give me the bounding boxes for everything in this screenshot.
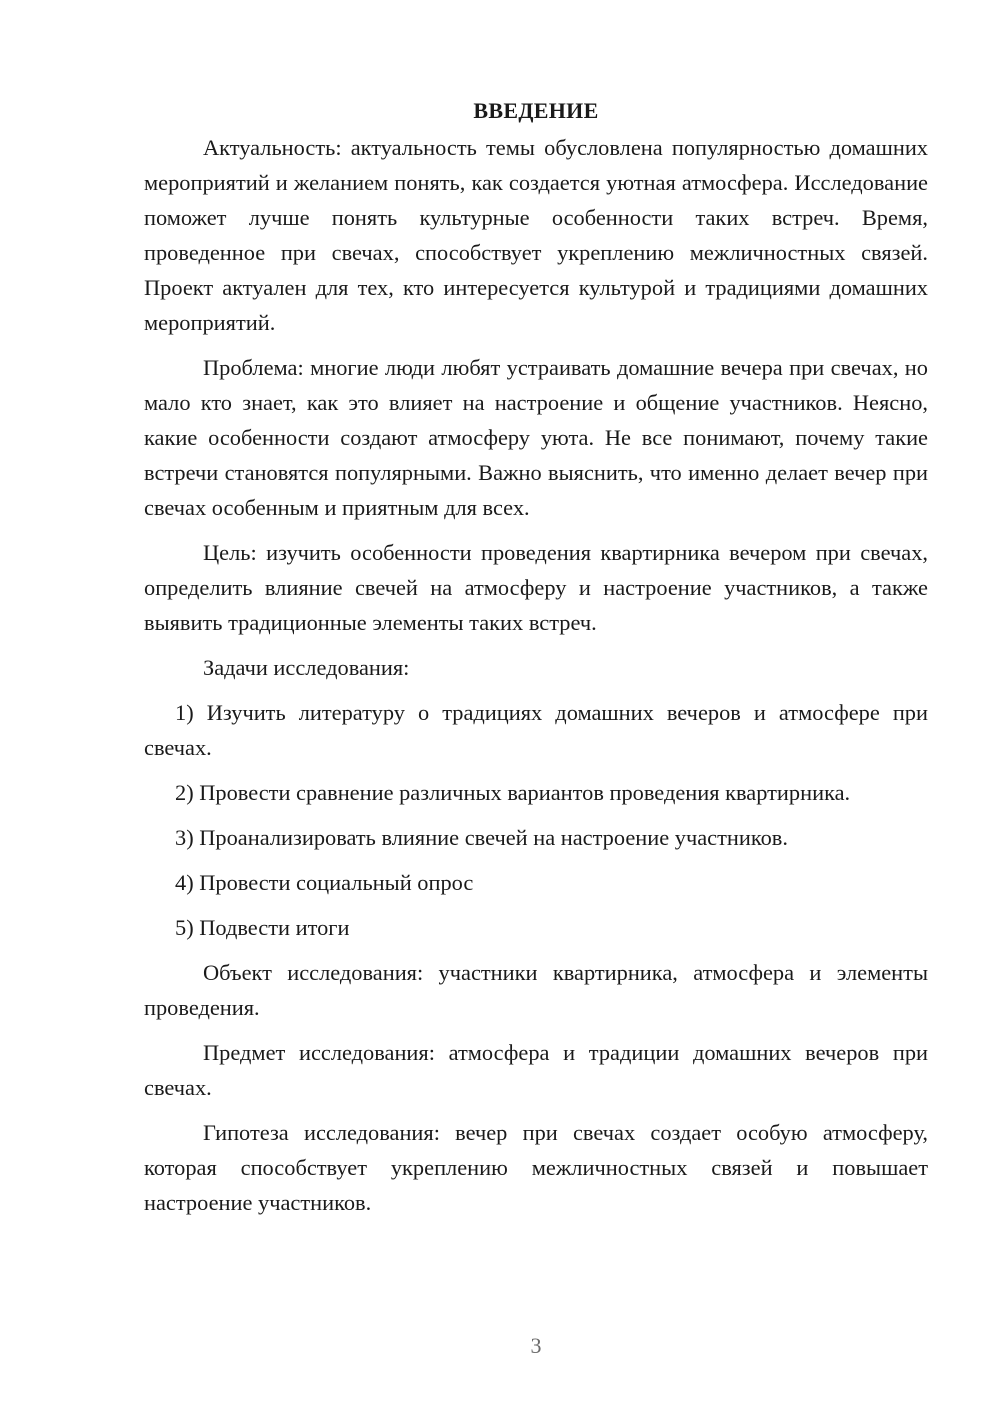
hypothesis-paragraph: Гипотеза исследования: вечер при свечах создает особую атмосферу, которая способствует укреплению межличностных связей и повышает настроение участников.: [144, 1120, 928, 1215]
problem-paragraph: Проблема: многие люди любят устраивать домашние вечера при свечах, но мало кто знает, как это влияет на настроение и общение участников. Неясно, какие особенности создают атмосферу уюта. Не все понимают, почему такие встречи становятся популярными. Важно выяснить, что именно делает вечер при свечах особенным и приятным для всех.: [144, 355, 928, 520]
relevance-paragraph: Актуальность: актуальность темы обусловлена популярностью домашних мероприятий и желанием понять, как создается уютная атмосфера. Исследование поможет лучше понять культурные особенности таких встреч. Время, проведенное при свечах, способствует укреплению межличностных связей. Проект актуален для тех, кто интересуется культурой и традициями домашних мероприятий.: [144, 135, 928, 335]
page-number: 3: [530, 1333, 542, 1358]
document-page: [144, 96, 928, 1230]
subject-paragraph: Предмет исследования: атмосфера и традиции домашних вечеров при свечах.: [144, 1040, 928, 1100]
object-paragraph: Объект исследования: участники квартирника, атмосфера и элементы проведения.: [144, 960, 928, 1020]
task-item: 5) Подвести итоги: [175, 915, 350, 940]
task-item: 2) Провести сравнение различных вариантов проведения квартирника.: [175, 780, 851, 805]
task-item: 3) Проанализировать влияние свечей на настроение участников.: [175, 825, 788, 850]
task-item: 1) Изучить литературу о традициях домашних вечеров и атмосфере при свечах.: [144, 700, 928, 760]
goal-paragraph: Цель: изучить особенности проведения квартирника вечером при свечах, определить влияние свечей на атмосферу и настроение участников, а также выявить традиционные элементы таких встреч.: [144, 540, 928, 635]
task-item: 4) Провести социальный опрос: [175, 870, 474, 895]
tasks-heading: Задачи исследования:: [203, 655, 410, 680]
document-title: ВВЕДЕНИЕ: [473, 98, 599, 123]
